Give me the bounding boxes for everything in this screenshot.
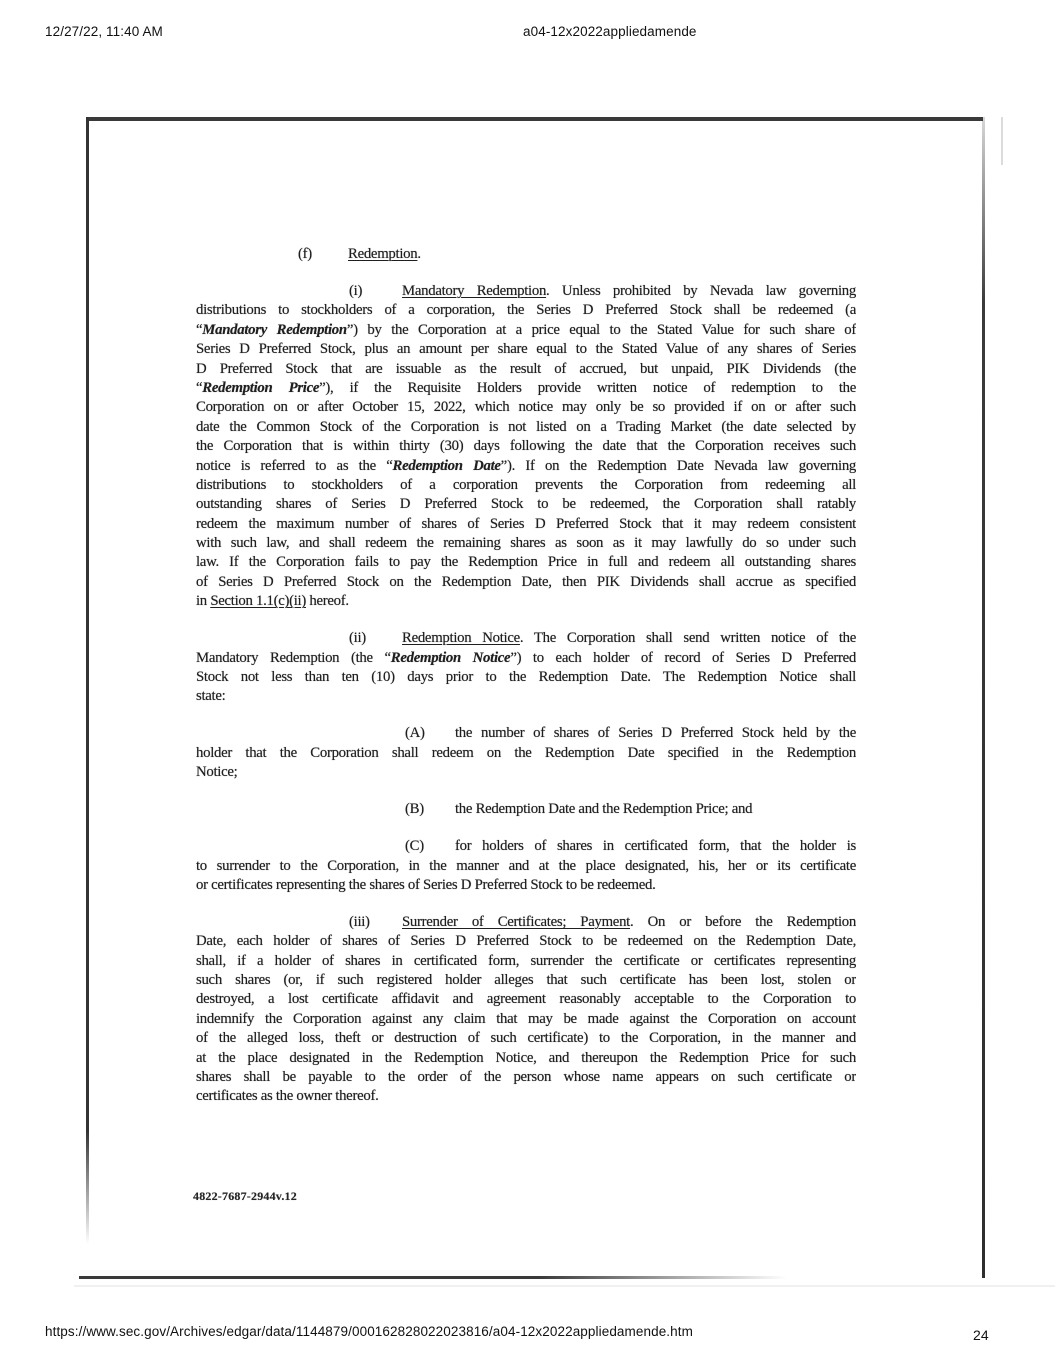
doc-line: law. If the Corporation fails to pay the Redemption Price in full and redeem all outstanding shares	[196, 554, 856, 571]
doc-line: the Corporation that is within thirty (30) days following the date that the Corporation receives such	[196, 438, 856, 455]
doc-line: shall, if a holder of shares in certificated form, surrender the certificate or certificates representing	[196, 952, 856, 969]
document-content	[196, 245, 856, 1124]
doc-line: Notice;	[196, 764, 238, 781]
paragraph-label: (B)	[405, 801, 424, 818]
print-header-title: a04-12x2022appliedamende	[523, 24, 697, 39]
section-heading-label: (f)	[298, 246, 312, 262]
doc-line: distributions to stockholders of a corporation prevents the Corporation from redeeming all	[196, 476, 856, 493]
frame-left-border	[86, 117, 89, 1244]
print-header-datetime: 12/27/22, 11:40 AM	[45, 24, 163, 39]
doc-line: (C) for holders of shares in certificated form, that the holder is	[196, 837, 856, 856]
print-footer-url: https://www.sec.gov/Archives/edgar/data/1144879/000162828022023816/a04-12x2022appliedamende.htm	[45, 1324, 693, 1339]
doc-line: (B) the Redemption Date and the Redemption Price; and	[196, 800, 856, 819]
doc-line: “Redemption Price”), if the Requisite Holders provide written notice of redemption to the	[196, 379, 856, 396]
frame-bottom-border	[79, 1276, 787, 1279]
doc-line: (A) the number of shares of Series D Preferred Stock held by the	[196, 724, 856, 743]
paragraph-i	[196, 282, 856, 612]
doc-line: Corporation on or after October 15, 2022, which notice may only be so provided if on or after such	[196, 399, 856, 416]
doc-line: “Mandatory Redemption”) by the Corporation at a price equal to the Stated Value for such share of	[196, 321, 856, 338]
doc-line: (iii) Surrender of Certificates; Payment. On or before the Redemption	[196, 913, 856, 932]
document-control-number: 4822-7687-2944v.12	[193, 1189, 297, 1203]
scan-edge-artifact	[74, 1285, 1055, 1287]
doc-line: or certificates representing the shares of Series D Preferred Stock to be redeemed.	[196, 876, 656, 893]
paragraph-label: (ii)	[349, 630, 366, 647]
doc-line: destroyed, a lost certificate affidavit and agreement reasonably acceptable to the Corporation to	[196, 991, 856, 1008]
section-heading	[196, 245, 856, 264]
doc-line: redeem the maximum number of shares of Series D Preferred Stock that it may redeem consistent	[196, 515, 856, 532]
paragraph-A	[196, 724, 856, 782]
doc-line: of Series D Preferred Stock on the Redemption Date, then PIK Dividends shall accrue as specified	[196, 573, 856, 590]
frame-right-border	[982, 117, 985, 1278]
paragraph-label: (iii)	[349, 913, 370, 930]
doc-line: indemnify the Corporation against any claim that may be made against the Corporation on account	[196, 1010, 856, 1027]
doc-line: Mandatory Redemption (the “Redemption Notice”) to each holder of record of Series D Preferred	[196, 649, 856, 666]
doc-line: to surrender to the Corporation, in the manner and at the place designated, his, her or its certificate	[196, 857, 856, 874]
doc-line: (i) Mandatory Redemption. Unless prohibited by Nevada law governing	[196, 282, 856, 301]
paragraph-iii	[196, 913, 856, 1107]
doc-line: in Section 1.1(c)(ii) hereof.	[196, 593, 349, 610]
doc-line: outstanding shares of Series D Preferred Stock to be redeemed, the Corporation shall ratably	[196, 496, 856, 513]
paragraph-label: (C)	[405, 838, 424, 855]
doc-line: D Preferred Stock that are issuable as the result of accrued, but unpaid, PIK Dividends (the	[196, 360, 856, 377]
paragraph-label: (A)	[405, 725, 425, 742]
paragraph-B	[196, 800, 856, 819]
doc-line: Series D Preferred Stock, plus an amount per share equal to the Stated Value of any shares of Series	[196, 341, 856, 358]
frame-top-border	[86, 117, 983, 121]
print-footer-page-number: 24	[973, 1327, 989, 1343]
paragraph-list	[196, 282, 856, 1107]
doc-line: holder that the Corporation shall redeem on the Redemption Date specified in the Redemption	[196, 744, 856, 761]
doc-line: Date, each holder of shares of Series D Preferred Stock to be redeemed on the Redemption Date,	[196, 933, 856, 950]
paragraph-C	[196, 837, 856, 895]
paragraph-label: (i)	[349, 282, 363, 299]
doc-line: distributions to stockholders of a corporation, the Series D Preferred Stock shall be redeemed (a	[196, 302, 856, 319]
doc-line: of the alleged loss, theft or destruction of such certificate) to the Corporation, in the manner and	[196, 1030, 856, 1047]
doc-line: shares shall be payable to the order of the person whose name appears on such certificate or	[196, 1069, 856, 1086]
doc-line: certificates as the owner thereof.	[196, 1088, 379, 1105]
section-heading-text: Redemption.	[348, 246, 421, 262]
paragraph-ii	[196, 629, 856, 707]
doc-line: at the place designated in the Redemption Notice, and thereupon the Redemption Price for such	[196, 1049, 856, 1066]
doc-line: such shares (or, if such registered holder alleges that such certificate has been lost, stolen or	[196, 972, 856, 989]
doc-line: date the Common Stock of the Corporation is not listed on a Trading Market (the date selected by	[196, 418, 856, 435]
doc-line: state:	[196, 688, 226, 705]
doc-line: notice is referred to as the “Redemption Date”). If on the Redemption Date Nevada law governing	[196, 457, 856, 474]
doc-line: with such law, and shall redeem the remaining shares as soon as it may lawfully do so under such	[196, 535, 856, 552]
doc-line: Stock not less than ten (10) days prior to the Redemption Date. The Redemption Notice shall	[196, 669, 856, 685]
scan-edge-artifact	[1001, 117, 1003, 165]
doc-line: (ii) Redemption Notice. The Corporation shall send written notice of the	[196, 629, 856, 648]
